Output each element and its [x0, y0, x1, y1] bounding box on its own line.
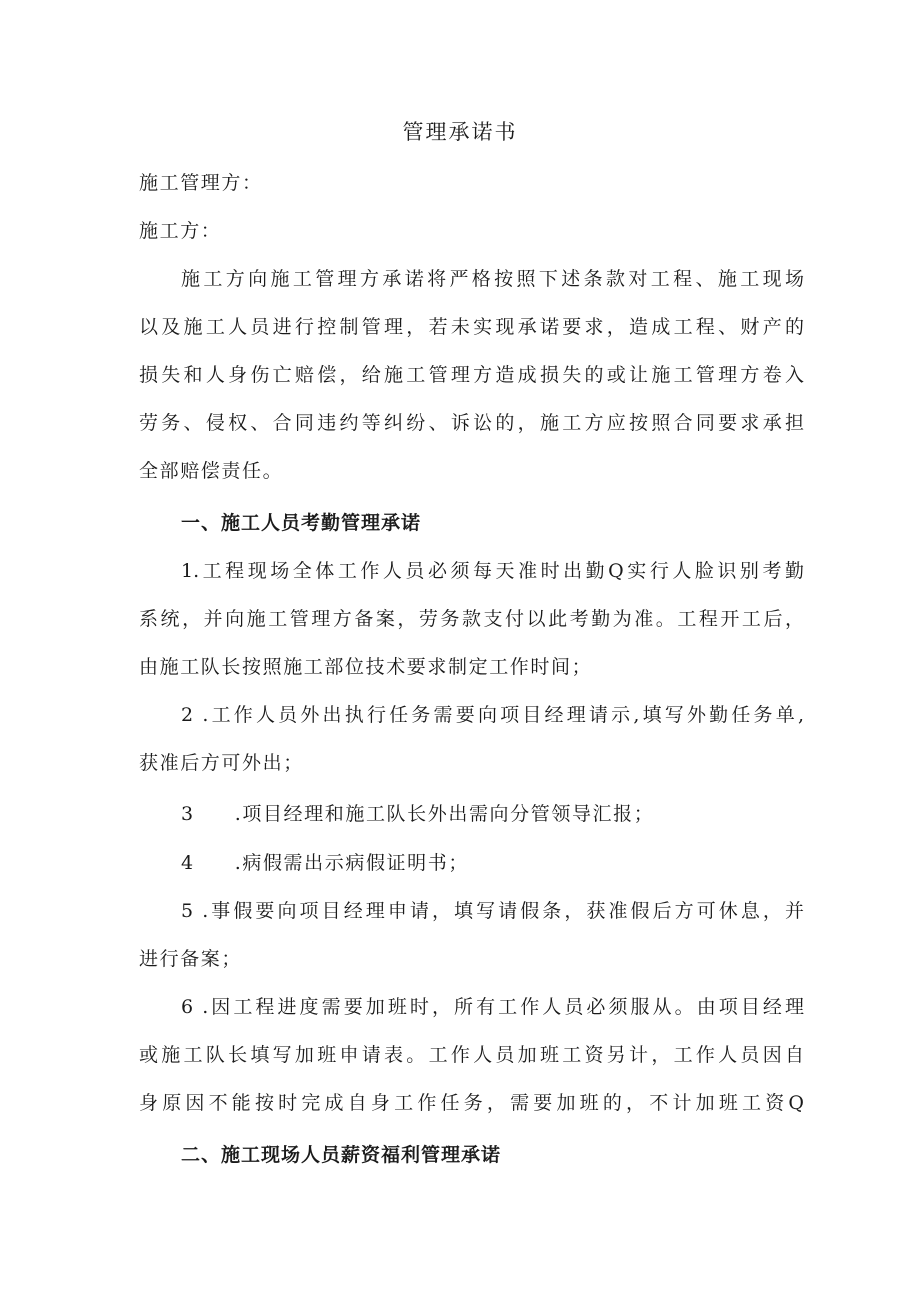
item-text: .病假需出示病假证明书；	[234, 852, 469, 874]
party-manager-label: 施工管理方：	[139, 172, 263, 194]
item-line: 获准后方可外出；	[139, 752, 304, 774]
item-line	[181, 845, 846, 881]
item-line: 由施工队长按照施工部位技术要求制定工作时间；	[139, 656, 593, 678]
item-line: 进行备案；	[139, 948, 243, 970]
intro-line: 劳务、侵权、合同违约等纠纷、诉讼的，施工方应按照合同要求承担	[139, 412, 804, 434]
party-contractor-label: 施工方：	[139, 220, 222, 242]
intro-line: 施工方向施工管理方承诺将严格按照下述条款对工程、施工现场	[181, 268, 804, 290]
item-line: 2 .工作人员外出执行任务需要向项目经理请示,填写外勤任务单,	[181, 704, 804, 726]
item-line: 系统，并向施工管理方备案，劳务款支付以此考勤为准。工程开工后，	[139, 608, 804, 630]
item-line: 5 .事假要向项目经理申请，填写请假条，获准假后方可休息，并	[181, 900, 804, 922]
item-number: 4	[181, 852, 195, 874]
item-line: 6 .因工程进度需要加班时，所有工作人员必须服从。由项目经理	[181, 996, 804, 1018]
item-text: .项目经理和施工队长外出需向分管领导汇报；	[234, 803, 655, 825]
item-line	[181, 796, 846, 832]
item-line: 或施工队长填写加班申请表。工作人员加班工资另计，工作人员因自	[139, 1044, 804, 1066]
item-line: 身原因不能按时完成自身工作任务，需要加班的，不计加班工资Q	[139, 1092, 804, 1114]
item-line: 1.工程现场全体工作人员必须每天准时出勤Q实行人脸识别考勤	[181, 560, 804, 582]
intro-line: 损失和人身伤亡赔偿，给施工管理方造成损失的或让施工管理方卷入	[139, 364, 804, 386]
section-heading: 二、施工现场人员薪资福利管理承诺	[181, 1144, 502, 1166]
section-heading: 一、施工人员考勤管理承诺	[181, 512, 422, 534]
intro-line: 以及施工人员进行控制管理，若未实现承诺要求，造成工程、财产的	[139, 316, 804, 338]
item-number: 3	[181, 803, 195, 825]
intro-line: 全部赔偿责任。	[139, 460, 284, 482]
document-title: 管理承诺书	[402, 120, 518, 144]
